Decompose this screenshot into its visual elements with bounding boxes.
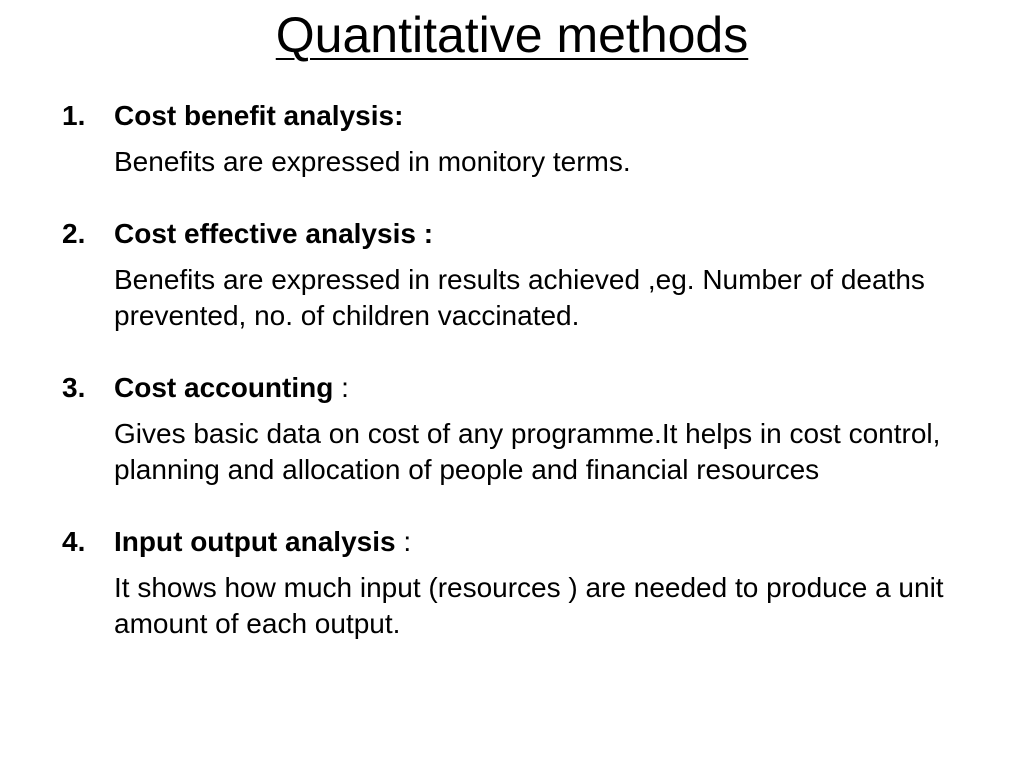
- list-item: [62, 98, 982, 180]
- item-heading: [62, 98, 982, 134]
- slide-title: Quantitative methods: [275, 7, 749, 63]
- item-term: Cost accounting: [114, 372, 334, 403]
- list-item: [62, 524, 982, 642]
- item-number: 2.: [62, 218, 86, 249]
- item-term: Cost benefit analysis:: [114, 100, 404, 131]
- item-heading: [62, 216, 982, 252]
- item-heading-text: [114, 370, 349, 406]
- item-description: Benefits are expressed in monitory terms.: [114, 146, 631, 177]
- item-term-suffix: :: [333, 372, 349, 403]
- item-description: Gives basic data on cost of any programme.It helps in cost control, planning and allocation of people and financial resources: [114, 418, 941, 485]
- list-item: [62, 370, 982, 488]
- item-description: It shows how much input (resources ) are needed to produce a unit amount of each output.: [114, 572, 944, 639]
- methods-list: [62, 98, 982, 642]
- item-number: 3.: [62, 372, 86, 403]
- item-heading-text: [114, 98, 403, 134]
- item-term: Input output analysis: [114, 526, 396, 557]
- item-heading-text: [114, 216, 433, 252]
- item-term-suffix: :: [395, 526, 412, 557]
- item-term: Cost effective analysis :: [114, 218, 434, 249]
- list-item: [62, 216, 982, 334]
- item-number: 4.: [62, 526, 86, 557]
- item-heading: [62, 370, 982, 406]
- item-number: 1.: [62, 100, 86, 131]
- item-heading-text: [114, 524, 411, 560]
- item-heading: [62, 524, 982, 560]
- item-description: Benefits are expressed in results achieved ,eg. Number of deaths prevented, no. of children vaccinated.: [114, 264, 925, 331]
